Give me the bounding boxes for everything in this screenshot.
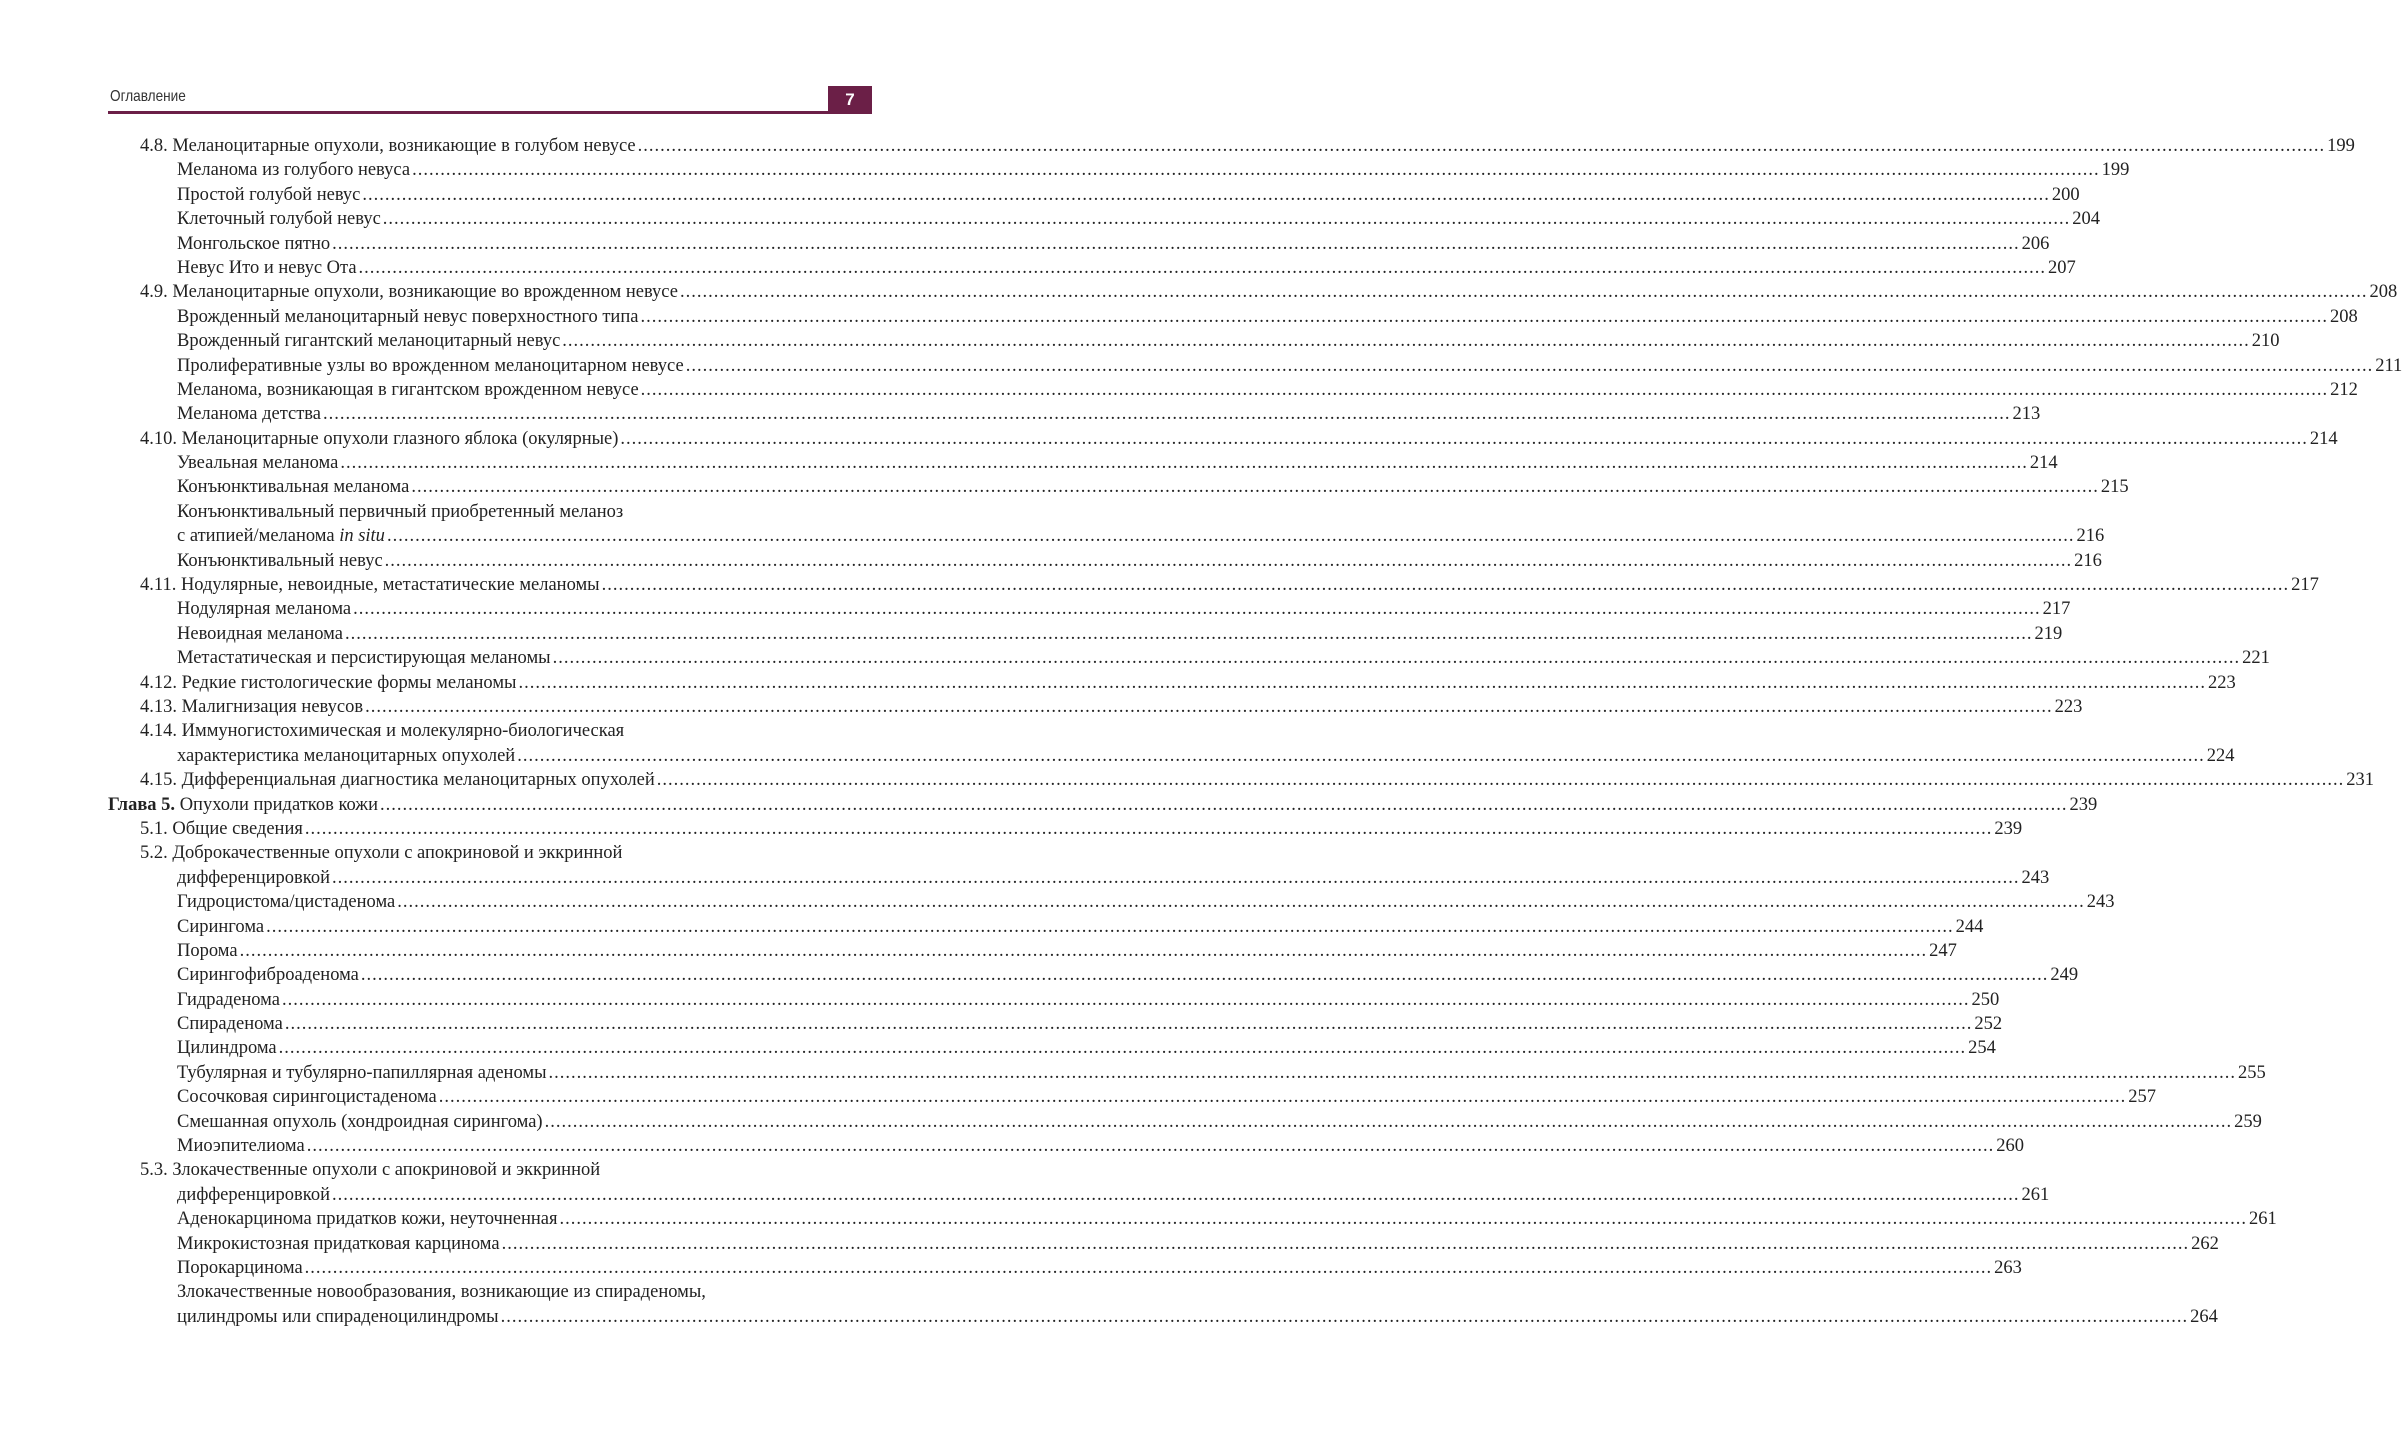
toc-entry[interactable] — [108, 1085, 2157, 1109]
toc-entry[interactable] — [108, 378, 2358, 402]
dot-leader: ............................................................................................................................................................................................................................................................................................................ — [411, 477, 2099, 498]
toc-entry-title — [177, 354, 684, 378]
toc-entry-text: Пролиферативные узлы во врожденном меланоцитарном невусе — [177, 355, 684, 376]
toc-entry-text: Смешанная опухоль (хондроидная сирингома) — [177, 1111, 543, 1132]
toc-entry-title — [177, 1012, 283, 1036]
toc-entry-title — [177, 1085, 437, 1109]
toc-entry[interactable] — [108, 1110, 2262, 1134]
dot-leader: ............................................................................................................................................................................................................................................................................................................ — [544, 1111, 2233, 1132]
toc-entry-text: Монгольское пятно — [177, 233, 331, 254]
toc-entry[interactable] — [108, 841, 866, 865]
dot-leader: ............................................................................................................................................................................................................................................................................................................ — [344, 623, 2033, 644]
dot-leader: ............................................................................................................................................................................................................................................................................................................ — [640, 306, 2328, 327]
toc-entry-title — [140, 573, 600, 597]
dot-leader: ............................................................................................................................................................................................................................................................................................................ — [284, 1014, 1973, 1035]
toc-entry-text: Сосочковая сирингоцистаденома — [177, 1087, 437, 1108]
dot-leader: ............................................................................................................................................................................................................................................................................................................ — [266, 916, 1954, 937]
toc-entry-text: Гидроцистома/цистаденома — [177, 892, 396, 913]
toc-entry-text: Меланома детства — [177, 404, 322, 425]
dot-leader: ............................................................................................................................................................................................................................................................................................................ — [281, 989, 1970, 1010]
toc-entry[interactable] — [108, 939, 1957, 963]
toc-page-number: 204 — [2072, 209, 2101, 230]
toc-page-number: 259 — [2234, 1111, 2262, 1132]
toc-page-number: 244 — [1955, 916, 1984, 937]
toc-page-number: 213 — [2012, 404, 2041, 425]
toc-entry-text: Тубулярная и тубулярно-папиллярная аденомы — [177, 1062, 547, 1083]
toc-entry-title — [177, 622, 343, 646]
toc-entry[interactable] — [108, 988, 2000, 1012]
toc-entry-text: Сирингома — [177, 916, 265, 937]
toc-entry-text: Врожденный гигантский меланоцитарный невус — [177, 331, 561, 352]
toc-page-number: 250 — [1971, 989, 2000, 1010]
toc-entry[interactable] — [108, 1036, 1996, 1060]
toc-page-number: 215 — [2100, 477, 2129, 498]
toc-entry[interactable] — [108, 1134, 2024, 1158]
toc-entry[interactable] — [108, 158, 2130, 182]
toc-page-number: 199 — [2327, 136, 2355, 156]
chapter-label: Глава 5. — [108, 794, 176, 815]
toc-entry-title — [177, 1134, 305, 1158]
toc-page-number: 219 — [2034, 623, 2063, 644]
toc-entry[interactable] — [108, 402, 2041, 426]
toc-entry-title — [177, 1232, 500, 1256]
toc-entry-text: Нодулярная меланома — [177, 599, 352, 620]
toc-page-number: 261 — [2021, 1184, 2050, 1205]
dot-leader: ............................................................................................................................................................................................................................................................................................................ — [304, 1257, 1993, 1278]
toc-entry-title — [177, 305, 638, 329]
toc-page-number: 252 — [1974, 1014, 2003, 1035]
dot-leader: ............................................................................................................................................................................................................................................................................................................ — [384, 550, 2073, 571]
dot-leader: ............................................................................................................................................................................................................................................................................................................ — [518, 672, 2206, 693]
toc-entry-text: Клеточный голубой невус — [177, 209, 381, 230]
toc-entry[interactable] — [108, 524, 2105, 548]
toc-entry[interactable] — [108, 1012, 2003, 1036]
dot-leader: ............................................................................................................................................................................................................................................................................................................ — [501, 1233, 2190, 1254]
dot-leader: ............................................................................................................................................................................................................................................................................................................ — [438, 1087, 2127, 1108]
toc-entry[interactable] — [108, 671, 2236, 695]
toc-entry[interactable] — [108, 451, 2058, 475]
toc-entry-title — [140, 134, 636, 158]
toc-entry-title — [177, 597, 351, 621]
toc-entry-title — [177, 158, 410, 182]
toc-entry[interactable] — [108, 256, 2076, 280]
toc-entry-text: дифференцировкой — [177, 1184, 330, 1205]
toc-page-number: 214 — [2029, 453, 2058, 474]
dot-leader: ............................................................................................................................................................................................................................................................................................................ — [386, 526, 2075, 547]
toc-page-number: 214 — [2309, 428, 2338, 449]
dot-leader: ............................................................................................................................................................................................................................................................................................................ — [382, 209, 2071, 230]
toc-page-number: 217 — [2291, 575, 2319, 596]
toc-entry-text: 4.15. Дифференциальная диагностика меланоцитарных опухолей — [140, 770, 655, 791]
toc-entry-text: Сирингофиброаденома — [177, 965, 359, 986]
toc-entry-text: 5.1. Общие сведения — [140, 818, 303, 839]
toc-entry-text: 4.9. Меланоцитарные опухоли, возникающие во врожденном невусе — [140, 282, 678, 303]
toc-entry-title — [177, 475, 409, 499]
toc-entry[interactable] — [108, 134, 2355, 158]
toc-entry-title — [177, 549, 383, 573]
toc-entry[interactable] — [108, 744, 2235, 768]
toc-page-number: 224 — [2206, 745, 2235, 766]
toc-entry[interactable] — [108, 427, 2338, 451]
toc-entry-text: 5.2. Доброкачественные опухоли с апокриновой и эккринной — [140, 843, 623, 864]
toc-entry[interactable] — [108, 475, 2129, 499]
dot-leader: ............................................................................................................................................................................................................................................................................................................ — [323, 404, 2011, 425]
toc-page-number: 206 — [2021, 233, 2050, 254]
toc-entry-text: Порокарцинома — [177, 1257, 303, 1278]
toc-page-number: 200 — [2051, 184, 2080, 205]
toc-page-number: 247 — [1929, 940, 1957, 961]
toc-page-number: 221 — [2242, 648, 2270, 669]
italic-term: in situ — [339, 526, 385, 547]
toc-entry-text: Спираденома — [177, 1014, 283, 1035]
toc-entry[interactable] — [108, 1061, 2266, 1085]
toc-entry-title — [140, 427, 618, 451]
toc-entry-text: Меланома, возникающая в гигантском врожденном невусе — [177, 379, 639, 400]
toc-entry[interactable] — [108, 1256, 2022, 1280]
toc-entry[interactable] — [108, 622, 2063, 646]
toc-entry[interactable] — [108, 354, 2402, 378]
toc-entry-text: Конъюнктивальный первичный приобретенный меланоз — [177, 501, 624, 522]
toc-page-number: 212 — [2330, 379, 2358, 400]
toc-entry[interactable] — [108, 768, 2374, 792]
toc-entry-text: 4.13. Малигнизация невусов — [140, 696, 364, 717]
toc-entry-title — [177, 963, 359, 987]
toc-entry[interactable] — [108, 1232, 2219, 1256]
toc-entry-title — [177, 1256, 303, 1280]
toc-page-number: 257 — [2128, 1087, 2157, 1108]
toc-entry[interactable] — [108, 890, 2115, 914]
toc-entry[interactable] — [108, 915, 1984, 939]
toc-entry-title — [177, 1280, 706, 1304]
toc-entry-text: Увеальная меланома — [177, 453, 339, 474]
toc-entry-text: 4.10. Меланоцитарные опухоли глазного яблока (окулярные) — [140, 428, 619, 449]
dot-leader: ............................................................................................................................................................................................................................................................................................................ — [332, 233, 2020, 254]
toc-entry-text: Гидраденома — [177, 989, 280, 1010]
toc-entry-title — [177, 378, 639, 402]
toc-page-number: 210 — [2251, 331, 2280, 352]
toc-entry-title — [177, 1207, 557, 1231]
toc-entry-text: Конъюнктивальный невус — [177, 550, 383, 571]
dot-leader: ............................................................................................................................................................................................................................................................................................................ — [340, 453, 2028, 474]
dot-leader: ............................................................................................................................................................................................................................................................................................................ — [517, 745, 2205, 766]
toc-entry-text: Конъюнктивальная меланома — [177, 477, 410, 498]
toc-entry-text: Невус Ито и невус Ота — [177, 257, 357, 278]
toc-entry[interactable] — [108, 1158, 866, 1182]
toc-page-number: 254 — [1968, 1038, 1996, 1059]
toc-page-number: 211 — [2375, 355, 2402, 376]
toc-entry-text: Опухоли придатков кожи — [175, 794, 378, 815]
toc-entry[interactable] — [108, 1183, 2050, 1207]
dot-leader: ............................................................................................................................................................................................................................................................................................................ — [548, 1062, 2236, 1083]
dot-leader: ............................................................................................................................................................................................................................................................................................................ — [239, 940, 1928, 961]
toc-entry-text: Врожденный меланоцитарный невус поверхностного типа — [177, 306, 639, 327]
toc-entry[interactable] — [108, 573, 2319, 597]
dot-leader: ............................................................................................................................................................................................................................................................................................................ — [640, 379, 2329, 400]
table-of-contents — [108, 134, 2402, 1329]
dot-leader: ............................................................................................................................................................................................................................................................................................................ — [332, 1184, 2020, 1205]
toc-entry[interactable] — [108, 866, 2050, 890]
dot-leader: ............................................................................................................................................................................................................................................................................................................ — [360, 965, 2049, 986]
dot-leader: ............................................................................................................................................................................................................................................................................................................ — [397, 892, 2085, 913]
toc-entry-title — [140, 817, 303, 841]
toc-entry-text: Метастатическая и персистирующая меланомы — [177, 648, 551, 669]
dot-leader: ............................................................................................................................................................................................................................................................................................................ — [358, 257, 2047, 278]
toc-page-number: 261 — [2248, 1209, 2277, 1230]
dot-leader: ............................................................................................................................................................................................................................................................................................................ — [679, 282, 2368, 303]
dot-leader: ............................................................................................................................................................................................................................................................................................................ — [332, 867, 2020, 888]
toc-entry-text: 4.14. Иммуногистохимическая и молекулярно-биологическая — [140, 721, 625, 742]
toc-entry-title — [177, 207, 381, 231]
toc-page-number: 208 — [2329, 306, 2358, 327]
toc-entry-title — [140, 1158, 600, 1182]
dot-leader: ............................................................................................................................................................................................................................................................................................................ — [500, 1306, 2189, 1327]
toc-entry-text: 4.12. Редкие гистологические формы меланомы — [140, 672, 517, 693]
toc-page-number: 239 — [2069, 794, 2098, 815]
toc-entry-title — [177, 890, 395, 914]
toc-entry-title — [177, 1110, 543, 1134]
toc-entry[interactable] — [108, 646, 2270, 670]
toc-entry[interactable] — [108, 695, 2083, 719]
toc-entry[interactable] — [108, 793, 2098, 817]
toc-entry-title — [177, 1305, 499, 1329]
toc-entry-title — [140, 671, 516, 695]
toc-entry[interactable] — [108, 719, 866, 743]
toc-entry-title — [177, 939, 238, 963]
toc-entry[interactable] — [108, 280, 2398, 304]
toc-page-number: 216 — [2076, 526, 2105, 547]
toc-entry-text: Аденокарцинома придатков кожи, неуточненная — [177, 1209, 558, 1230]
dot-leader: ............................................................................................................................................................................................................................................................................................................ — [304, 818, 1993, 839]
toc-entry-title — [177, 1036, 277, 1060]
toc-entry-title — [177, 646, 551, 670]
dot-leader: ............................................................................................................................................................................................................................................................................................................ — [656, 770, 2345, 791]
toc-entry-title — [177, 1061, 547, 1085]
toc-entry[interactable] — [108, 1207, 2277, 1231]
toc-page-number: 208 — [2369, 282, 2398, 303]
dot-leader: ............................................................................................................................................................................................................................................................................................................ — [306, 1136, 1995, 1157]
toc-page-number: 239 — [1994, 818, 2023, 839]
toc-page-number: 262 — [2191, 1233, 2219, 1254]
toc-page-number: 217 — [2042, 599, 2071, 620]
toc-entry[interactable] — [108, 549, 2102, 573]
toc-page-number: 255 — [2238, 1062, 2266, 1083]
toc-page-number: 199 — [2101, 160, 2130, 181]
dot-leader: ............................................................................................................................................................................................................................................................................................................ — [365, 696, 2053, 717]
toc-entry-title — [140, 280, 678, 304]
toc-entry-text: Меланома из голубого невуса — [177, 160, 411, 181]
toc-entry-text: 5.3. Злокачественные опухоли с апокриновой и эккринной — [140, 1160, 601, 1181]
dot-leader: ............................................................................................................................................................................................................................................................................................................ — [362, 184, 2050, 205]
toc-page-number: 223 — [2207, 672, 2236, 693]
toc-entry-text: Невоидная меланома — [177, 623, 343, 644]
toc-entry-title — [177, 500, 623, 524]
toc-entry-title — [177, 744, 515, 768]
toc-entry[interactable] — [108, 232, 2050, 256]
toc-entry-text: дифференцировкой — [177, 867, 330, 888]
toc-entry[interactable] — [108, 963, 2079, 987]
toc-entry[interactable] — [108, 305, 2358, 329]
toc-entry-title — [177, 524, 385, 548]
toc-entry-text: 4.11. Нодулярные, невоидные, метастатические меланомы — [140, 575, 600, 596]
toc-page-number: 243 — [2021, 867, 2050, 888]
toc-page-number: 231 — [2346, 770, 2374, 791]
toc-entry-text: 4.8. Меланоцитарные опухоли, возникающие в голубом невусе — [140, 136, 636, 156]
toc-page-number: 260 — [1996, 1136, 2024, 1157]
running-header-title: Оглавление — [110, 88, 186, 105]
toc-entry-title — [177, 915, 264, 939]
toc-page-number: 249 — [2050, 965, 2079, 986]
dot-leader: ............................................................................................................................................................................................................................................................................................................ — [353, 599, 2041, 620]
dot-leader: ............................................................................................................................................................................................................................................................................................................ — [379, 794, 2068, 815]
dot-leader: ............................................................................................................................................................................................................................................................................................................ — [412, 160, 2100, 181]
toc-entry[interactable] — [108, 1280, 866, 1304]
dot-leader: ............................................................................................................................................................................................................................................................................................................ — [278, 1038, 1967, 1059]
toc-entry[interactable] — [108, 183, 2080, 207]
header-rule — [108, 111, 872, 114]
toc-entry-text: характеристика меланоцитарных опухолей — [177, 745, 516, 766]
toc-entry-text: Злокачественные новообразования, возникающие из спираденомы, — [177, 1282, 706, 1303]
toc-entry[interactable] — [108, 207, 2101, 231]
toc-entry[interactable] — [108, 597, 2071, 621]
dot-leader: ............................................................................................................................................................................................................................................................................................................ — [620, 428, 2308, 449]
dot-leader: ............................................................................................................................................................................................................................................................................................................ — [559, 1209, 2247, 1230]
toc-entry[interactable] — [108, 1305, 2218, 1329]
toc-entry-title — [140, 768, 655, 792]
toc-page-number: 223 — [2054, 696, 2083, 717]
toc-entry-title — [177, 256, 357, 280]
toc-entry-title — [177, 232, 330, 256]
toc-entry-title — [140, 719, 624, 743]
page-number: 7 — [828, 86, 872, 114]
toc-entry-title — [177, 451, 338, 475]
toc-page-number: 216 — [2074, 550, 2102, 571]
toc-entry-text: Простой голубой невус — [177, 184, 361, 205]
toc-entry-title — [108, 793, 378, 817]
toc-entry-text: с атипией/меланома — [177, 526, 340, 547]
toc-entry-title — [177, 866, 330, 890]
toc-entry-title — [140, 695, 363, 719]
toc-entry-title — [140, 841, 622, 865]
toc-entry-title — [177, 402, 321, 426]
toc-page-number: 243 — [2086, 892, 2115, 913]
toc-entry-text: Микрокистозная придатковая карцинома — [177, 1233, 500, 1254]
toc-entry-title — [177, 329, 560, 353]
toc-entry-text: Миоэпителиома — [177, 1136, 305, 1157]
toc-entry-text: Цилиндрома — [177, 1038, 277, 1059]
dot-leader: ............................................................................................................................................................................................................................................................................................................ — [601, 575, 2290, 596]
toc-entry-title — [177, 988, 280, 1012]
toc-entry[interactable] — [108, 817, 2023, 841]
toc-entry-text: цилиндромы или спираденоцилиндромы — [177, 1306, 499, 1327]
dot-leader: ............................................................................................................................................................................................................................................................................................................ — [685, 355, 2374, 376]
dot-leader: ............................................................................................................................................................................................................................................................................................................ — [637, 136, 2326, 156]
dot-leader: ............................................................................................................................................................................................................................................................................................................ — [562, 331, 2250, 352]
toc-entry-text: Порома — [177, 940, 238, 961]
dot-leader: ............................................................................................................................................................................................................................................................................................................ — [552, 648, 2241, 669]
toc-page-number: 263 — [1994, 1257, 2022, 1278]
toc-page-number: 264 — [2190, 1306, 2218, 1327]
toc-page-number: 207 — [2048, 257, 2076, 278]
toc-entry-title — [177, 1183, 330, 1207]
toc-entry[interactable] — [108, 329, 2280, 353]
toc-entry-title — [177, 183, 360, 207]
toc-entry[interactable] — [108, 500, 866, 524]
